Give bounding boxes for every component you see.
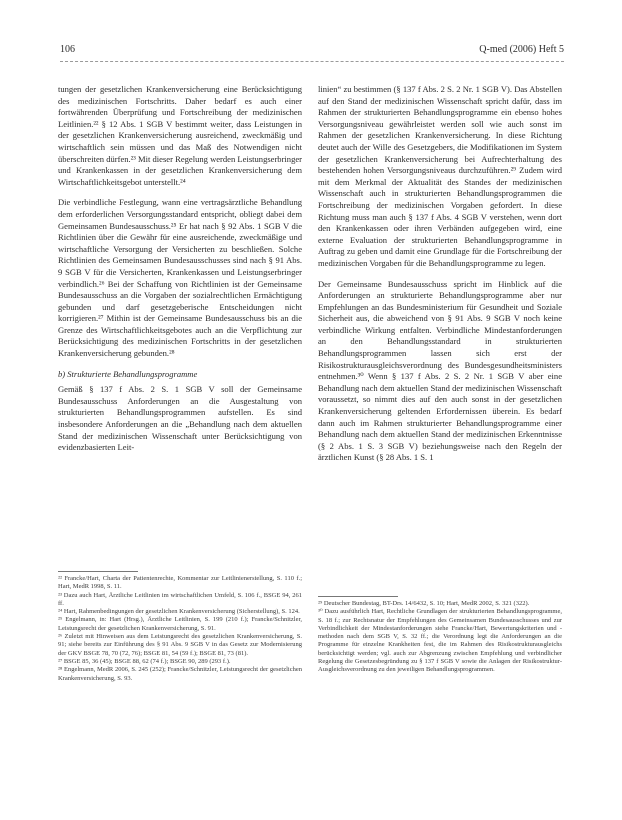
footnote: ²⁸ Engelmann, MedR 2006, S. 245 (252); Francke/Schnitzler, Leistungsrecht der gesetzlichen Krankenversicherung, S. 93.: [58, 666, 302, 682]
journal-reference: Q-med (2006) Heft 5: [479, 44, 564, 55]
left-column: [58, 84, 302, 454]
left-paragraph: Gemäß § 137 f Abs. 2 S. 1 SGB V soll der Gemeinsame Bundesausschuss Anforderungen an die Ausgestaltung von strukturierten Behandlungsprogrammen aufstellen. Es sind insbesondere Anforderungen an die „Behandlung nach dem aktuellen Stand der medizinischen Wissenschaft unter Berücksichtigung von evidenzbasierten Leit-: [58, 384, 302, 453]
right-paragraph: Der Gemeinsame Bundesausschuss spricht im Hinblick auf die Anforderungen an strukturierte Behandlungsprogramme aber nur Empfehlungen an das Bundesministerium für Gesundheit und Soziale Sicherheit aus, die abweichend von § 91 Abs. 9 SGB V noch keine verbindliche Wirkung entfalten. Verbindliche Mindestanforderungen an den Behandlungsstandard in strukturierten Behandlungsprogrammen lassen sich erst der Risikostrukturausgleichsverordnung des Bundesgesundheitsministers entnehmen.³⁰ Wenn § 137 f Abs. 2 S. 2 Nr. 1 SGB V aber eine Behandlung nach dem aktuellen Stand der medizinischen Wissenschaft voraussetzt, so nimmt dies auf den auch sonst in der gesetzlichen Krankenversicherung geltenden Erfordernissen überein. Es bedarf dann auch im Rahmen strukturierter Behandlungsprogramme einer Behandlung nach dem aktuellen Stand der medizinischen Erkenntnisse (§ 2 Abs. 1 S. 3 SGB V) beziehungsweise nach den Regeln der ärztlichen Kunst (§ 28 Abs. 1 S. 1: [318, 278, 562, 463]
section-heading: b) Strukturierte Behandlungsprogramme: [58, 368, 198, 379]
header-rule: [60, 61, 564, 62]
footnote: ³⁰ Dazu ausführlich Hart, Rechtliche Grundlagen der strukturierten Behandlungsprogramme, S. 18 f.; zur Rechtsnatur der Empfehlungen des Gemeinsamen Bundesausschusses und zur Verbindlichkeit der Mindestanforderungen siehe Francke/Hart, Bewertungskriterien und -methoden nach dem SGB V, S. 32 ff.; die Verordnung legt die Anforderungen an die Programme für einzelne Krankheiten fest, die im Rahmen des Risikostrukturausgleichs berücksichtigt werden; vgl. auch zur Abgrenzung zwischen Empfehlung und verbindlicher Regelung die Gesetzesbegründung zu § 137 f SGB V sowie die Anlagen der Risikostruktur-Ausgleichsverordnung zu den jeweiligen Behandlungsprogrammen.: [318, 608, 562, 674]
footnote: ²⁴ Hart, Rahmenbedingungen der gesetzlichen Krankenversicherung (Sicherstellung), S. 124.: [58, 608, 300, 616]
footnote-separator: [318, 596, 398, 597]
page-header: [60, 44, 564, 58]
right-column: [318, 84, 562, 464]
page-number: 106: [60, 44, 75, 55]
footnote: ²⁶ Zuletzt mit Hinweisen aus dem Leistungsrecht des gesetzlichen Krankenversicherung, S. 91; siehe bereits zur Einführung des § 91 Abs. 9 SGB V in das Gesetz zur Modernisierung der GKV BSGE 78, 70 (72, 76); BSGE 81, 54 (59 f.); BSGE 81, 73 (81).: [58, 633, 302, 657]
footnote-separator: [58, 571, 138, 572]
footnote: ²⁷ BSGE 85, 36 (45); BSGE 88, 62 (74 f.); BSGE 90, 289 (293 f.).: [58, 657, 231, 665]
right-paragraph: linien“ zu bestimmen (§ 137 f Abs. 2 S. 2 Nr. 1 SGB V). Das Abstellen auf den Stand der medizinischen Wissenschaft spricht dafür, dass im Rahmen der strukturierten Behandlungsprogramme ein ebenso hohes Versorgungsniveau gewährleistet werden soll wie auch sonst im Rahmen der gesetzlichen Krankenversicherung. In diese Richtung deutet auch der Wille des Gesetzgebers, die Modifikationen im System der gesetzlichen Krankenversicherung bei Aufrechterhaltung des bestehenden hohen Versorgungsniveaus durchzuführen.²⁹ Zudem wird mit dem Merkmal der Aktualität des Standes der medizinischen Wissenschaft auch in strukturierten Behandlungsprogrammen die Fortschreibung der medizinischen Vorgaben gefordert. In diese Richtung muss man auch § 137 f Abs. 4 SGB V verstehen, wenn dort den Krankenkassen oder ihren Verbänden aufgegeben wird, eine externe Evaluation der strukturierten Behandlungsprogramme in Auftrag zu geben und damit eine Grundlage für die Fortschreibung der medizinischen Vorgaben für die Behandlungsprogramme zu legen.: [318, 84, 562, 268]
footnotes-left: [58, 575, 302, 683]
footnote: ²⁹ Deutscher Bundestag, BT-Drs. 14/6432, S. 10; Hart, MedR 2002, S. 321 (322).: [318, 600, 530, 607]
footnote: ²⁵ Engelmann, in: Hart (Hrsg.), Ärztliche Leitlinien, S. 199 (210 f.); Francke/Schnitzler, Leistungsrecht der gesetzlichen Krankenversicherung, S. 91.: [58, 616, 302, 632]
left-paragraph: Die verbindliche Festlegung, wann eine vertragsärztliche Behandlung dem erforderlichen Versorgungsstandard entspricht, obliegt dabei dem Gemeinsamen Bundesausschuss.²⁵ Er hat nach § 92 Abs. 1 SGB V die Richtlinien über die Gewähr für eine ausreichende, zweckmäßige und wirtschaftliche Versorgung der Versicherten zu beschließen. Solche Richtlinien des Gemeinsamen Bundesausschusses sind nach § 91 Abs. 9 SGB V für die Versicherten, Krankenkassen und Leistungserbringer verbindlich.²⁶ Bei der Schaffung von Richtlinien ist der Gemeinsame Bundesausschuss an die Vorgaben der sozialrechtlichen Ermächtigung gebunden und darf gesetzgeberische Entscheidungen nicht korrigieren.²⁷ Mithin ist der Gemeinsame Bundesausschuss bis an die Grenze des Wirtschaftlichkeitsgebotes auch an die Verpflichtung zur Berücksichtigung des medizinischen Fortschritts in der gesetzlichen Krankenversicherung gebunden.²⁸: [58, 197, 302, 359]
footnote: ²² Francke/Hart, Charta der Patientenrechte, Kommentar zur Leitlinienerstellung, S. 110 f.; Hart, MedR 1998, S. 11.: [58, 575, 302, 591]
left-paragraph: tungen der gesetzlichen Krankenversicherung eine Berücksichtigung des medizinischen Fortschritts. Daher bedarf es auch einer fortwährenden Überprüfung und Fortschreibung der medizinischen Leitlinien.²² § 12 Abs. 1 SGB V bestimmt weiter, dass Leistungen in der gesetzlichen Krankenversicherung ausreichend, zweckmäßig und wirtschaftlich sein müssen und das Maß des Notwendigen nicht überschreiten dürfen.²³ Mit dieser Regelung werden Leistungserbringer und Krankenkassen in der gesetzlichen Krankenversicherung dem Wirtschaftlichkeitsgebot unterstellt.²⁴: [58, 84, 302, 187]
footnotes-right: [318, 600, 562, 675]
footnote: ²³ Dazu auch Hart, Ärztliche Leitlinien im wirtschaftlichen Umfeld, S. 106 f., BSGE 94, 261 ff.: [58, 591, 302, 607]
